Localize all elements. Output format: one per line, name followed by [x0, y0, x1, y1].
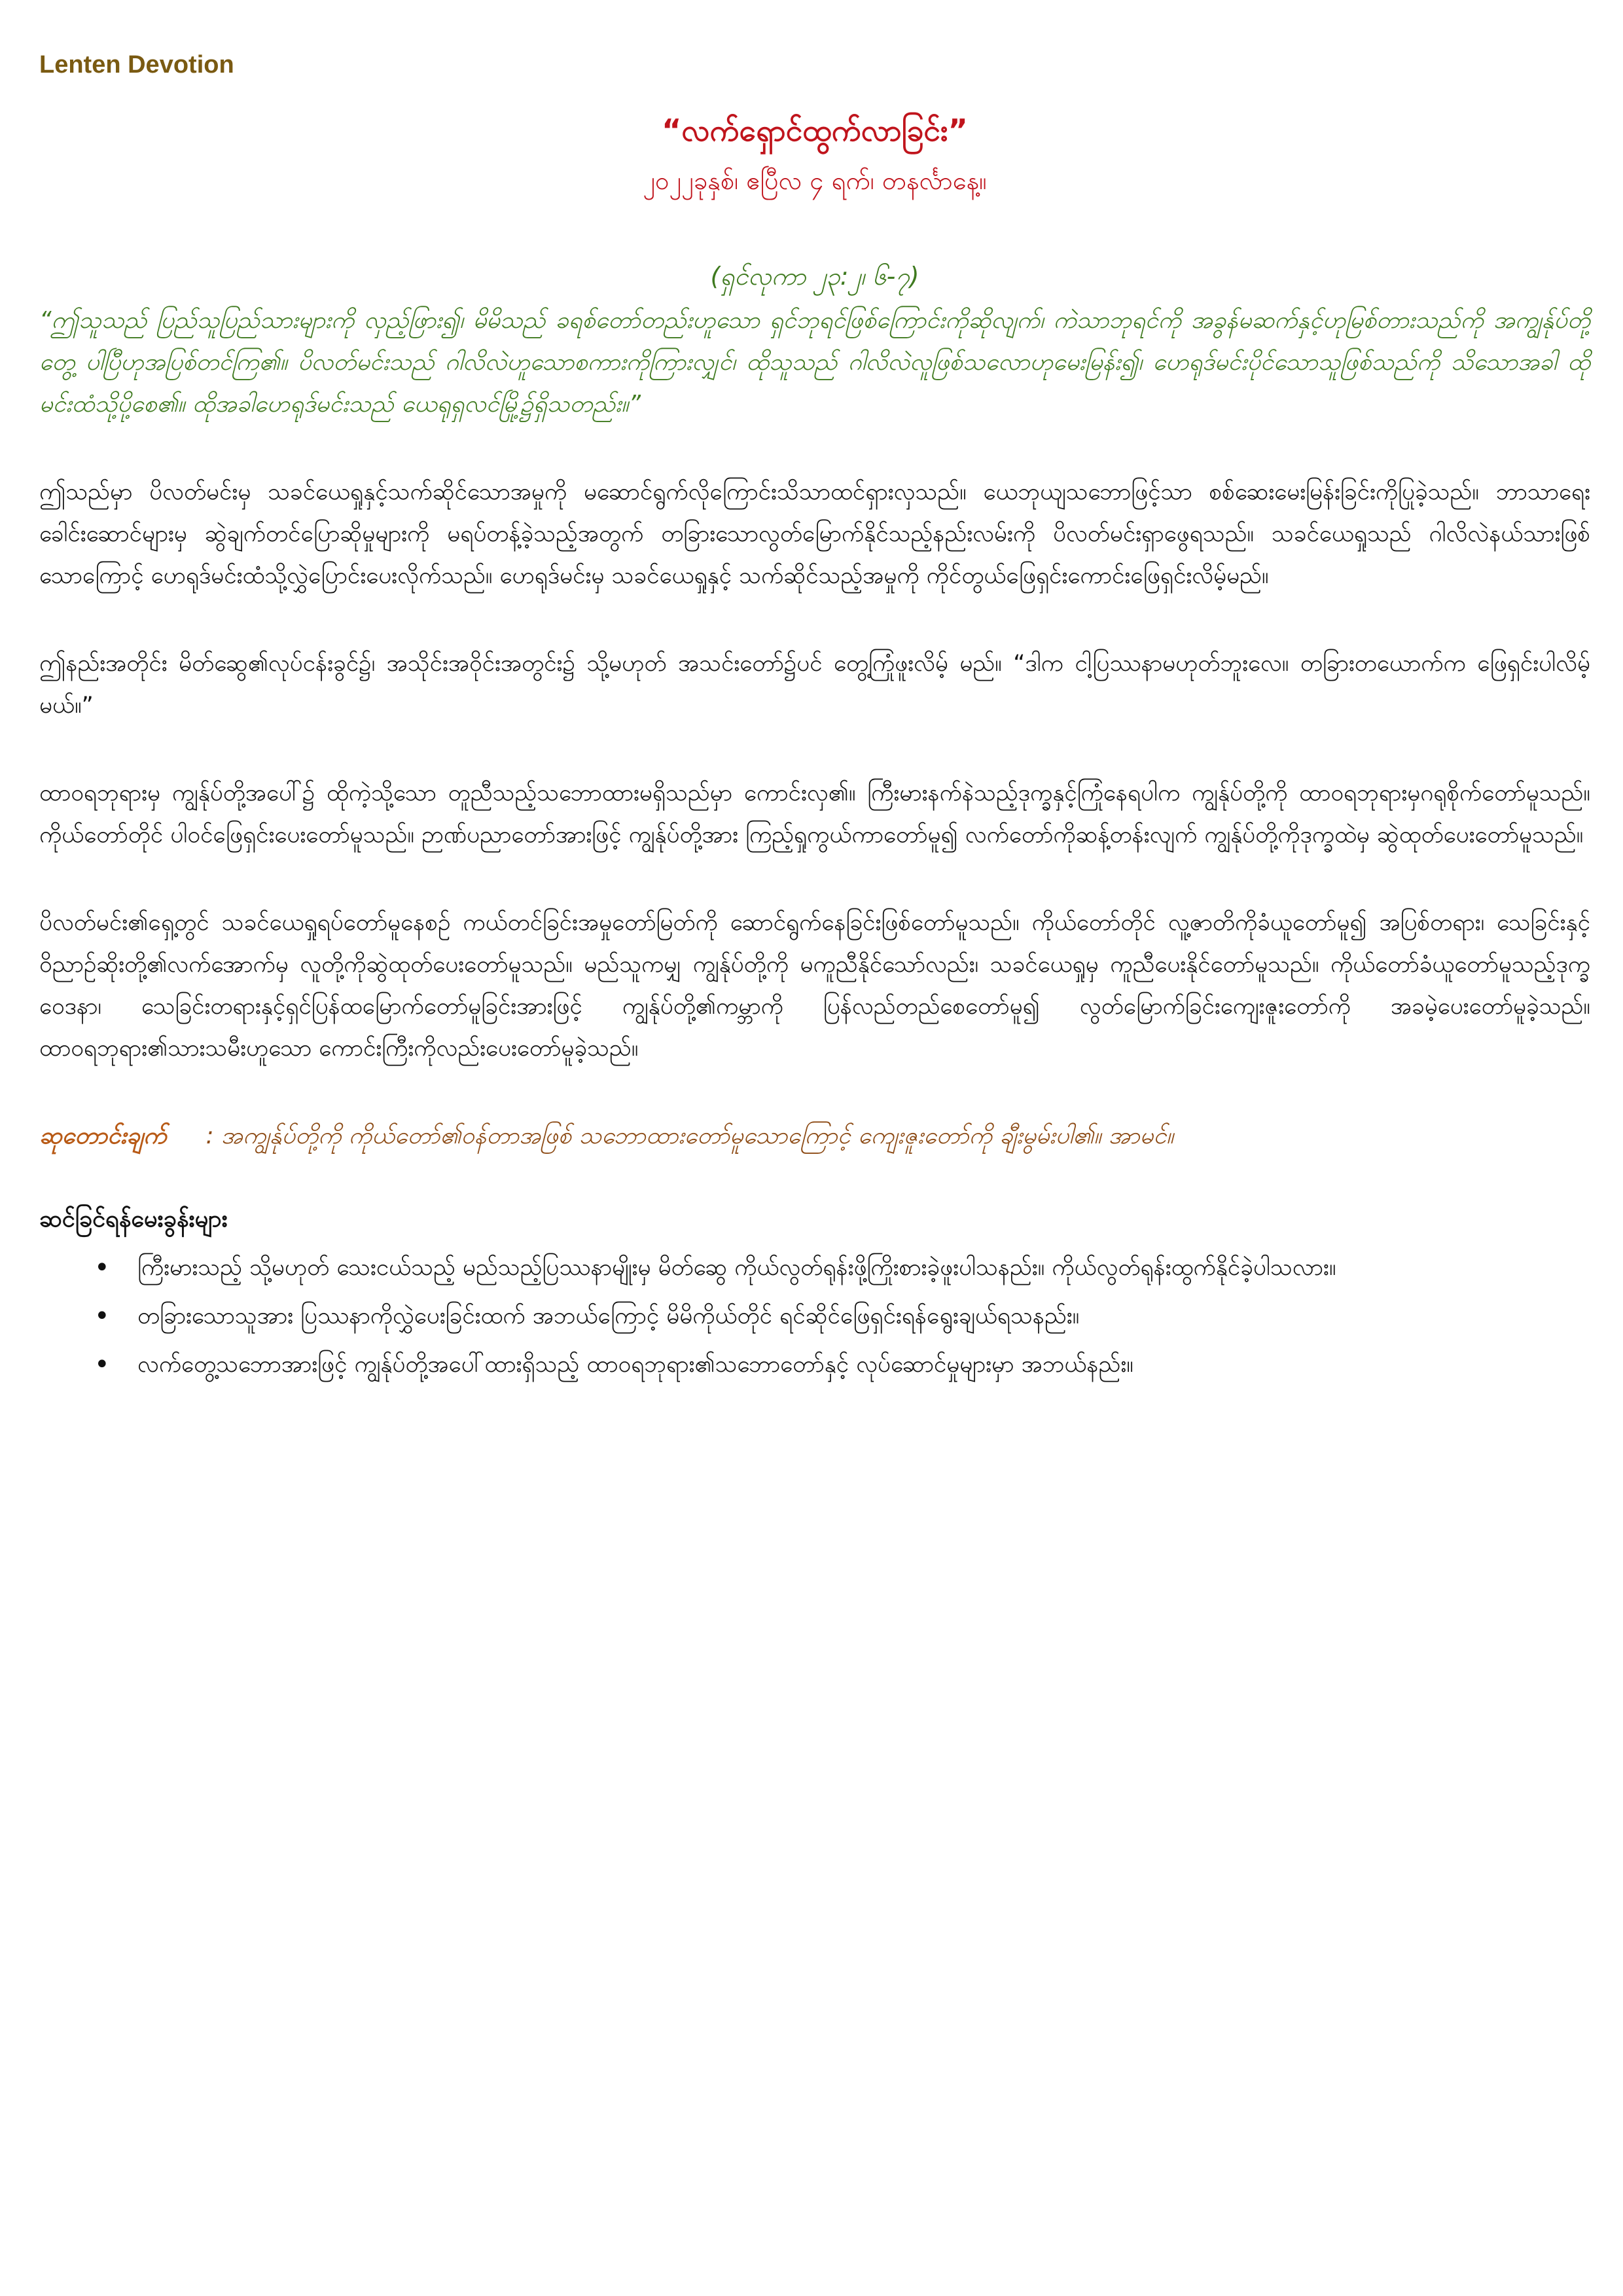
question-text: တခြားသောသူအား ပြဿနာကိုလွှဲပေးခြင်းထက် အဘယ်ကြောင့် မိမိကိုယ်တိုင် ရင်ဆိုင်ဖြေရှင်းရန်ရွေးချယ်ရသနည်း။ — [137, 1303, 1080, 1329]
header-label: Lenten Devotion — [39, 51, 234, 79]
prayer — [39, 1115, 1590, 1157]
body-paragraph: ထာဝရဘုရားမှ ကျွန်ုပ်တို့အပေါ်၌ ထိုကဲ့သို့သော တူညီသည့်သဘောထားမရှိသည်မှာ ကောင်းလှ၏။ ကြီးမားနက်နဲသည့်ဒုက္ခနှင့်ကြုံနေရပါက ကျွန်ုပ်တို့ကို ထာဝရဘုရားမှဂရုစိုက်တော်မူသည်။ ကိုယ်တော်တိုင် ပါဝင်ဖြေရှင်းပေးတော်မူသည်။ ဉာဏ်ပညာတော်အားဖြင့် ကျွန်ုပ်တို့အား ကြည့်ရှုကွယ်ကာတော်မူ၍ လက်တော်ကိုဆန့်တန်းလျက် ကျွန်ုပ်တို့ကိုဒုက္ခထဲမှ ဆွဲထုတ်ပေးတော်မူသည်။ — [39, 780, 1590, 848]
devotion-page — [39, 39, 1590, 1393]
question-text: ကြီးမားသည့် သို့မဟုတ် သေးငယ်သည့် မည်သည့်ပြဿနာမျိုးမှ မိတ်ဆွေ ကိုယ်လွတ်ရုန်းဖို့ကြိုးစားခဲ့ဖူးပါသနည်း။ ကိုယ်လွတ်ရုန်းထွက်နိုင်ခဲ့ပါသလား။ — [137, 1255, 1336, 1281]
reflection-questions-list — [39, 1247, 1590, 1385]
bullet-icon: • — [94, 1253, 110, 1283]
devotion-date: ၂၀၂၂ခုနှစ်၊ ဧပြီလ ၄ ရက်၊ တနင်္လာနေ့။ — [643, 166, 987, 195]
list-item — [94, 1344, 1590, 1385]
body-paragraph: ဤသည်မှာ ပိလတ်မင်းမှ သခင်ယေရှုနှင့်သက်ဆိုင်သောအမှုကို မဆောင်ရွက်လိုကြောင်းသိသာထင်ရှားလှသည်။ ယေဘုယျသဘောဖြင့်သာ စစ်ဆေးမေးမြန်းခြင်းကိုပြုခဲ့သည်။ ဘာသာရေးခေါင်းဆောင်များမှ ဆွဲချက်တင်ပြောဆိုမှုများကို မရပ်တန့်ခဲ့သည့်အတွက် တခြားသောလွတ်မြောက်နိုင်သည့်နည်းလမ်းကို ပိလတ်မင်းရှာဖွေရသည်။ သခင်ယေရှုသည် ဂါလိလဲနယ်သားဖြစ်သောကြောင့် ဟေရုဒ်မင်းထံသို့လွှဲပြောင်းပေးလိုက်သည်။ ဟေရုဒ်မင်းမှ သခင်ယေရှုနှင့် သက်ဆိုင်သည့်အမှုကို ကိုင်တွယ်ဖြေရှင်းကောင်းဖြေရှင်းလိမ့်မည်။ — [39, 479, 1590, 589]
body-paragraph: ဤနည်းအတိုင်း မိတ်ဆွေ၏လုပ်ငန်းခွင်၌၊ အသိုင်းအဝိုင်းအတွင်း၌ သို့မဟုတ် အသင်းတော်၌ပင် တွေ့ကြုံဖူးလိမ့် မည်။ “ဒါက ငါ့ပြဿနာမဟုတ်ဘူးလေ။ တခြားတယောက်က ဖြေရှင်းပါလိမ့်မယ်။” — [39, 651, 1590, 719]
scripture-text: “ဤသူသည် ပြည်သူပြည်သားများကို လှည့်ဖြား၍၊ မိမိသည် ခရစ်တော်တည်းဟူသော ရှင်ဘုရင်ဖြစ်ကြောင်းကိုဆိုလျက်၊ ကဲသာဘုရင်ကို အခွန်မဆက်နှင့်ဟုမြစ်တားသည်ကို အကျွန်ုပ်တို့တွေ့ ပါပြီဟုအပြစ်တင်ကြ၏။ ပိလတ်မင်းသည် ဂါလိလဲဟူသောစကားကိုကြားလျှင်၊ ထိုသူသည် ဂါလိလဲလူဖြစ်သလောဟုမေးမြန်း၍၊ ဟေရုဒ်မင်းပိုင်သောသူဖြစ်သည်ကို သိသောအခါ ထိုမင်းထံသို့ပို့စေ၏။ ထိုအခါဟေရုဒ်မင်းသည် ယေရုရှလင်မြို့၌ရှိသတည်း။” — [39, 307, 1590, 418]
prayer-label: ဆုတောင်းချက် — [39, 1122, 167, 1149]
list-item — [94, 1247, 1590, 1288]
reflection-questions-title: ဆင်ခြင်ရန်မေးခွန်းများ — [39, 1206, 228, 1232]
prayer-text: : အကျွန်ုပ်တို့ကို ကိုယ်တော်၏ဝန်တာအဖြစ် သဘောထားတော်မူသောကြောင့် ကျေးဇူးတော်ကို ချီးမွမ်းပါ၏။ အာမင်။ — [205, 1122, 1174, 1149]
bullet-icon: • — [94, 1301, 110, 1331]
devotion-title: “လက်ရှောင်ထွက်လာခြင်း” — [662, 113, 968, 148]
question-text: လက်တွေ့သဘောအားဖြင့် ကျွန်ုပ်တို့အပေါ်ထားရှိသည့် ထာဝရဘုရား၏သဘောတော်နှင့် လုပ်ဆောင်မှုများမှာ အဘယ်နည်း။ — [137, 1352, 1133, 1378]
list-item — [94, 1296, 1590, 1336]
bullet-icon: • — [94, 1350, 110, 1380]
scripture-reference: (ရှင်လုကာ ၂၃:၂၊ ၆-၇) — [710, 262, 919, 291]
body-paragraph: ပိလတ်မင်း၏ရှေ့တွင် သခင်ယေရှုရပ်တော်မူနေစဉ် ကယ်တင်ခြင်းအမှုတော်မြတ်ကို ဆောင်ရွက်နေခြင်းဖြစ်တော်မူသည်။ ကိုယ်တော်တိုင် လူ့ဇာတိကိုခံယူတော်မူ၍ အပြစ်တရား၊ သေခြင်းနှင့်ဝိညာဉ်ဆိုးတို့၏လက်အောက်မှ လူတို့ကိုဆွဲထုတ်ပေးတော်မူသည်။ မည်သူကမျှ ကျွန်ုပ်တို့ကို မကူညီနိုင်သော်လည်း၊ သခင်ယေရှုမှ ကူညီပေးနိုင်တော်မူသည်။ ကိုယ်တော်ခံယူတော်မူသည့်ဒုက္ခဝေဒနာ၊ သေခြင်းတရားနှင့်ရှင်ပြန်ထမြောက်တော်မူခြင်းအားဖြင့် ကျွန်ုပ်တို့၏ကမ္ဘာကို ပြန်လည်တည်စေတော်မူ၍ လွတ်မြောက်ခြင်းကျေးဇူးတော်ကို အခမဲ့ပေးတော်မူခဲ့သည်။ ထာဝရဘုရား၏သားသမီးဟူသော ကောင်းကြီးကိုလည်းပေးတော်မူခဲ့သည်။ — [39, 910, 1590, 1062]
